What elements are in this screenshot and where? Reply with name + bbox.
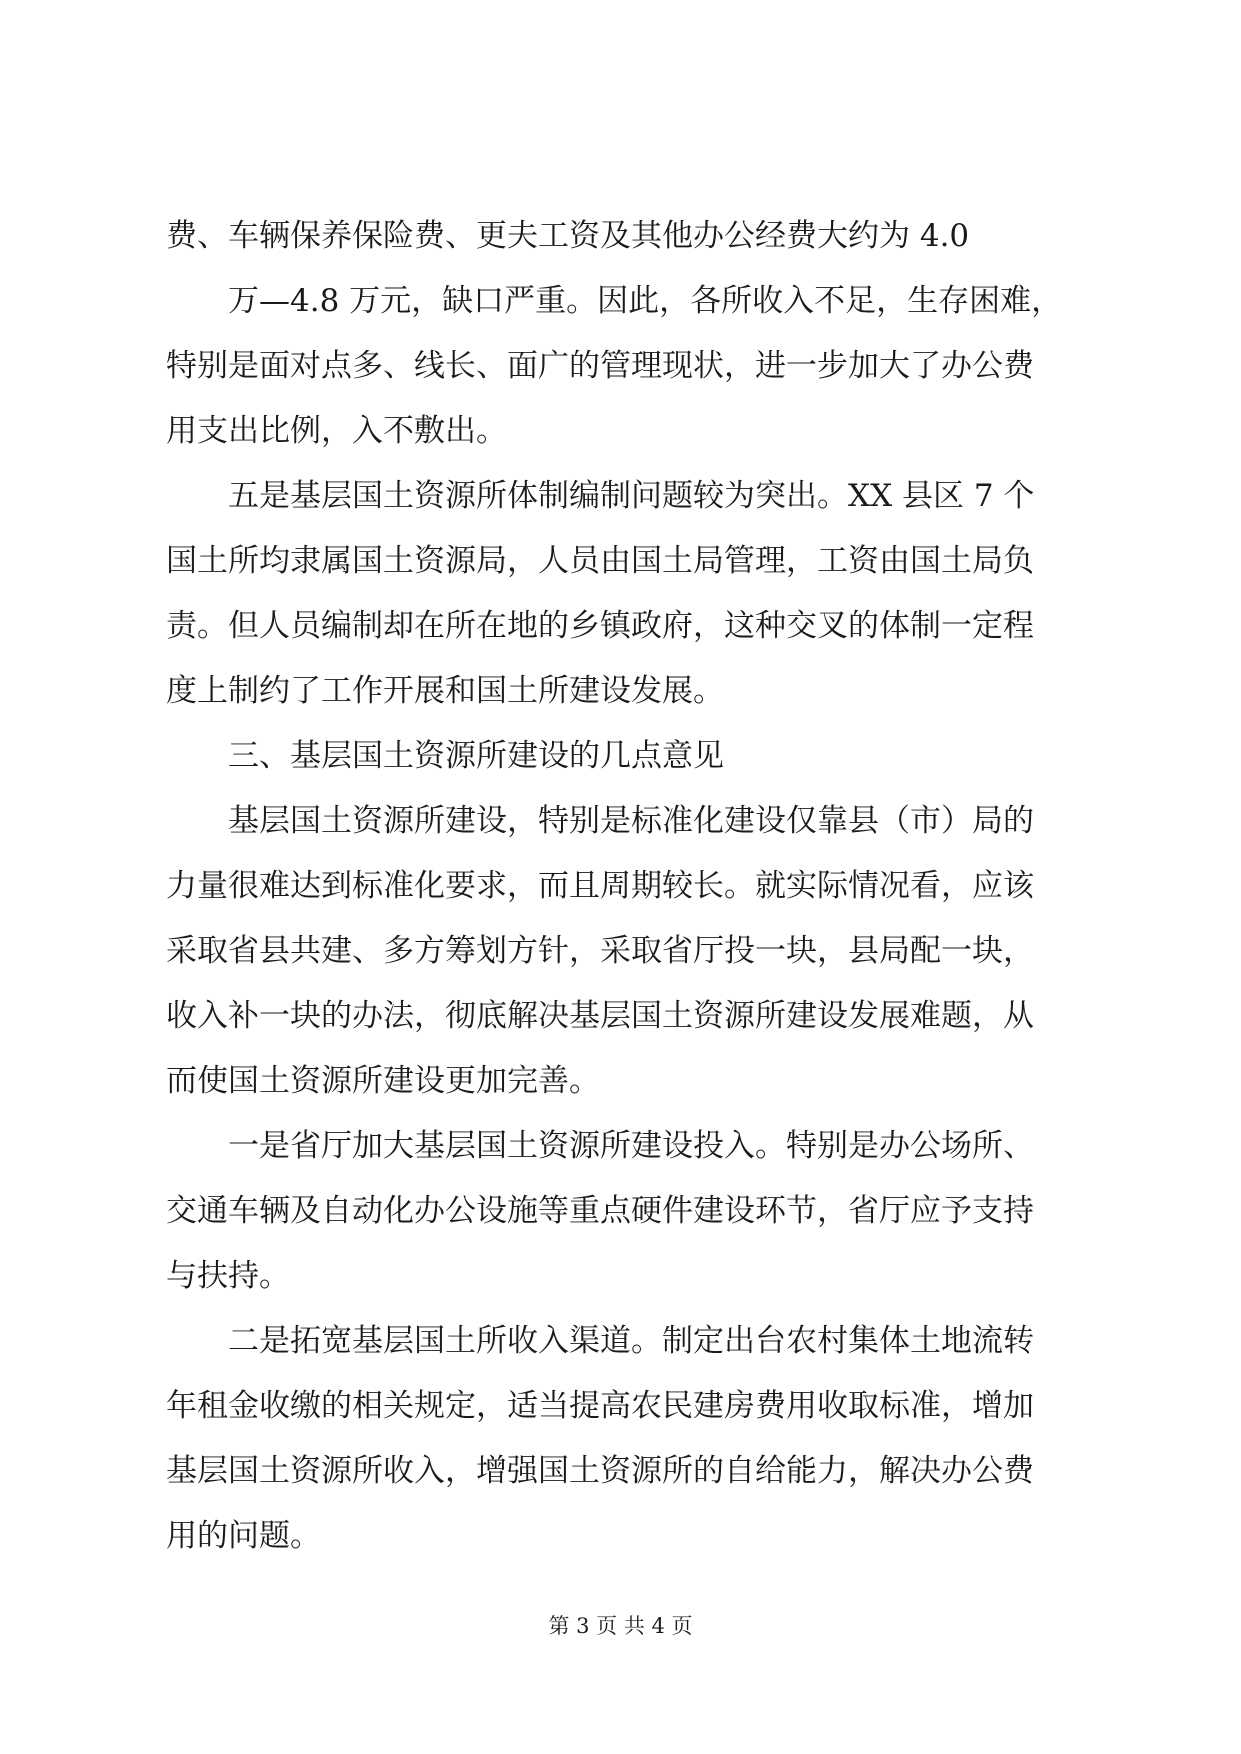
text-line: 费、车辆保养保险费、更夫工资及其他办公经费大约为 4.0: [166, 218, 970, 254]
text-line: 特别是面对点多、线长、面广的管理现状，进一步加大了办公费: [166, 348, 1034, 384]
text-line: 而使国土资源所建设更加完善。: [166, 1063, 600, 1099]
section-heading: 三、基层国土资源所建设的几点意见: [166, 738, 724, 774]
text-line: 交通车辆及自动化办公设施等重点硬件建设环节，省厅应予支持: [166, 1193, 1034, 1229]
page-number-footer: 第 3 页 共 4 页: [548, 1614, 693, 1638]
text-line: 度上制约了工作开展和国土所建设发展。: [166, 673, 724, 709]
body-text: [166, 204, 1082, 1569]
text-line: 年租金收缴的相关规定，适当提高农民建房费用收取标准，增加: [166, 1388, 1034, 1424]
text-line: 用支出比例，入不敷出。: [166, 413, 507, 449]
text-line: 国土所均隶属国土资源局，人员由国土局管理，工资由国土局负: [166, 543, 1034, 579]
text-line: 万—4.8 万元，缺口严重。因此，各所收入不足，生存困难，: [166, 283, 1063, 319]
text-line: 五是基层国土资源所体制编制问题较为突出。XX 县区 7 个: [166, 478, 1035, 514]
text-line: 一是省厅加大基层国土资源所建设投入。特别是办公场所、: [166, 1128, 1034, 1164]
text-line: 基层国土资源所建设，特别是标准化建设仅靠县（市）局的: [166, 803, 1034, 839]
text-line: 采取省县共建、多方筹划方针，采取省厅投一块，县局配一块，: [166, 933, 1034, 969]
text-line: 责。但人员编制却在所在地的乡镇政府，这种交叉的体制一定程: [166, 608, 1034, 644]
text-line: 用的问题。: [166, 1518, 321, 1554]
text-line: 基层国土资源所收入，增强国土资源所的自给能力，解决办公费: [166, 1453, 1034, 1489]
text-line: 收入补一块的办法，彻底解决基层国土资源所建设发展难题，从: [166, 998, 1034, 1034]
text-line: 力量很难达到标准化要求，而且周期较长。就实际情况看，应该: [166, 868, 1034, 904]
text-line: 与扶持。: [166, 1258, 290, 1294]
text-line: 二是拓宽基层国土所收入渠道。制定出台农村集体土地流转: [166, 1323, 1034, 1359]
